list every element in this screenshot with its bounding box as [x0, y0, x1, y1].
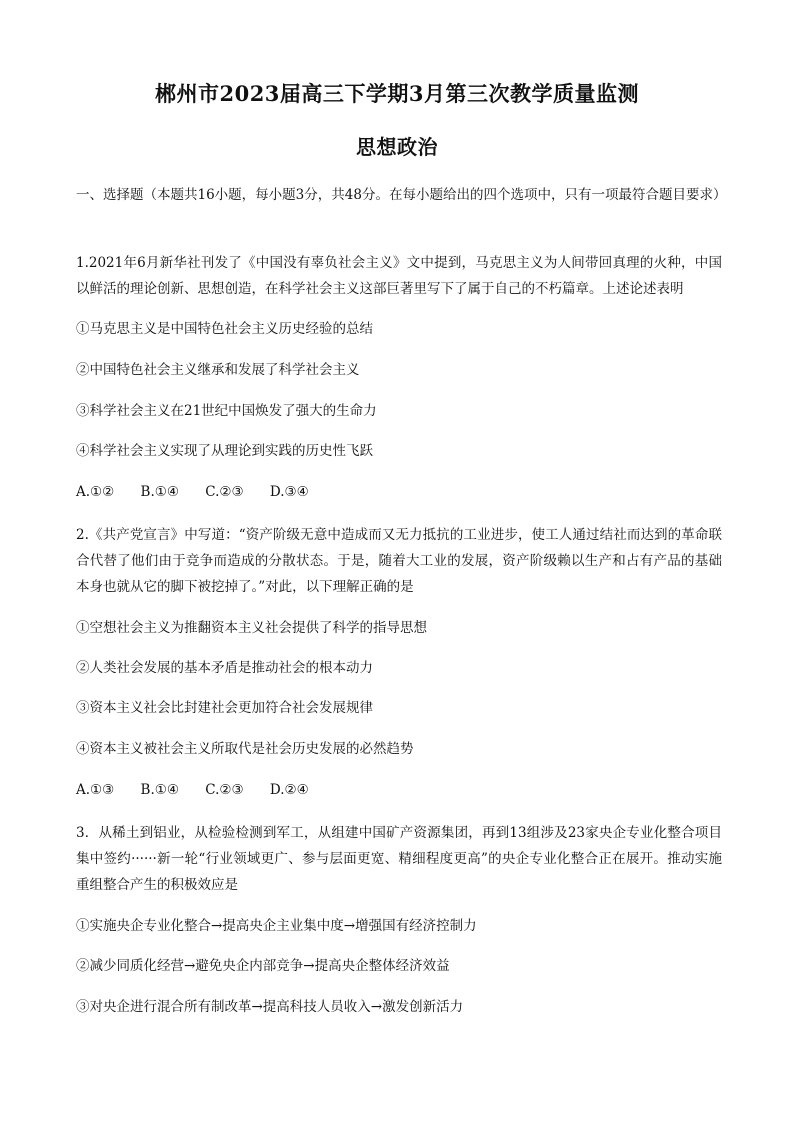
section-heading: 一、选择题（本题共16小题，每小题3分，共48分。在每小题给出的四个选项中，只有一项最符合题目要求） — [76, 187, 727, 203]
question-2-item-2: ②人类社会发展的基本矛盾是推动社会的根本动力 — [76, 660, 373, 676]
question-2-item-1: ①空想社会主义为推翻资本主义社会提供了科学的指导思想 — [76, 620, 427, 636]
option-d: D.②④ — [269, 782, 309, 798]
question-1-item-4: ④科学社会主义实现了从理论到实践的历史性飞跃 — [76, 443, 373, 459]
question-3-stem: 3．从稀土到铝业，从检验检测到军工，从组建中国矿产资源集团，再到13组涉及23家央企专业化整合项目集中签约······新一轮“行业领域更广、参与层面更宽、精细程度更高”的央企专业化整合正在展开。推动实施重组整合产生的积极效应是 — [76, 825, 722, 893]
option-c: C.②③ — [205, 484, 244, 500]
question-1-stem: 1.2021年6月新华社刊发了《中国没有辜负社会主义》文中提到，马克思主义为人间带回真理的火种，中国以鲜活的理论创新、思想创造，在科学社会主义这部巨著里写下了属于自己的不朽篇章。上述论述表明 — [76, 255, 722, 297]
question-2-stem: 2.《共产党宣言》中写道：“资产阶级无意中造成而又无力抵抗的工业进步，使工人通过结社而达到的革命联合代替了他们由于竞争而造成的分散状态。于是，随着大工业的发展，资产阶级赖以生产和占有产品的基础本身也就从它的脚下被挖掉了。”对此，以下理解正确的是 — [76, 527, 722, 595]
option-c: C.②③ — [205, 782, 244, 798]
question-3-item-3: ③对央企进行混合所有制改革→提高科技人员收入→激发创新活力 — [76, 999, 464, 1015]
option-d: D.③④ — [269, 484, 309, 500]
option-b: B.①④ — [140, 782, 179, 798]
question-3-item-1: ①实施央企专业化整合→提高央企主业集中度→增强国有经济控制力 — [76, 918, 477, 934]
question-3-item-2: ②减少同质化经营→避免央企内部竞争→提高央企整体经济效益 — [76, 958, 450, 974]
question-1-item-2: ②中国特色社会主义继承和发展了科学社会主义 — [76, 362, 360, 378]
option-a: A.①③ — [76, 782, 115, 798]
option-a: A.①② — [76, 484, 115, 500]
exam-title: 郴州市2023届高三下学期3月第三次教学质量监测 — [154, 81, 640, 106]
question-2-options — [76, 777, 726, 803]
question-2-item-4: ④资本主义被社会主义所取代是社会历史发展的必然趋势 — [76, 741, 414, 757]
question-1-options — [76, 479, 726, 505]
option-b: B.①④ — [140, 484, 179, 500]
question-2-item-3: ③资本主义社会比封建社会更加符合社会发展规律 — [76, 700, 373, 716]
question-1-item-1: ①马克思主义是中国特色社会主义历史经验的总结 — [76, 321, 373, 337]
question-1-item-3: ③科学社会主义在21世纪中国焕发了强大的生命力 — [76, 403, 377, 419]
subject-title: 思想政治 — [356, 135, 438, 159]
